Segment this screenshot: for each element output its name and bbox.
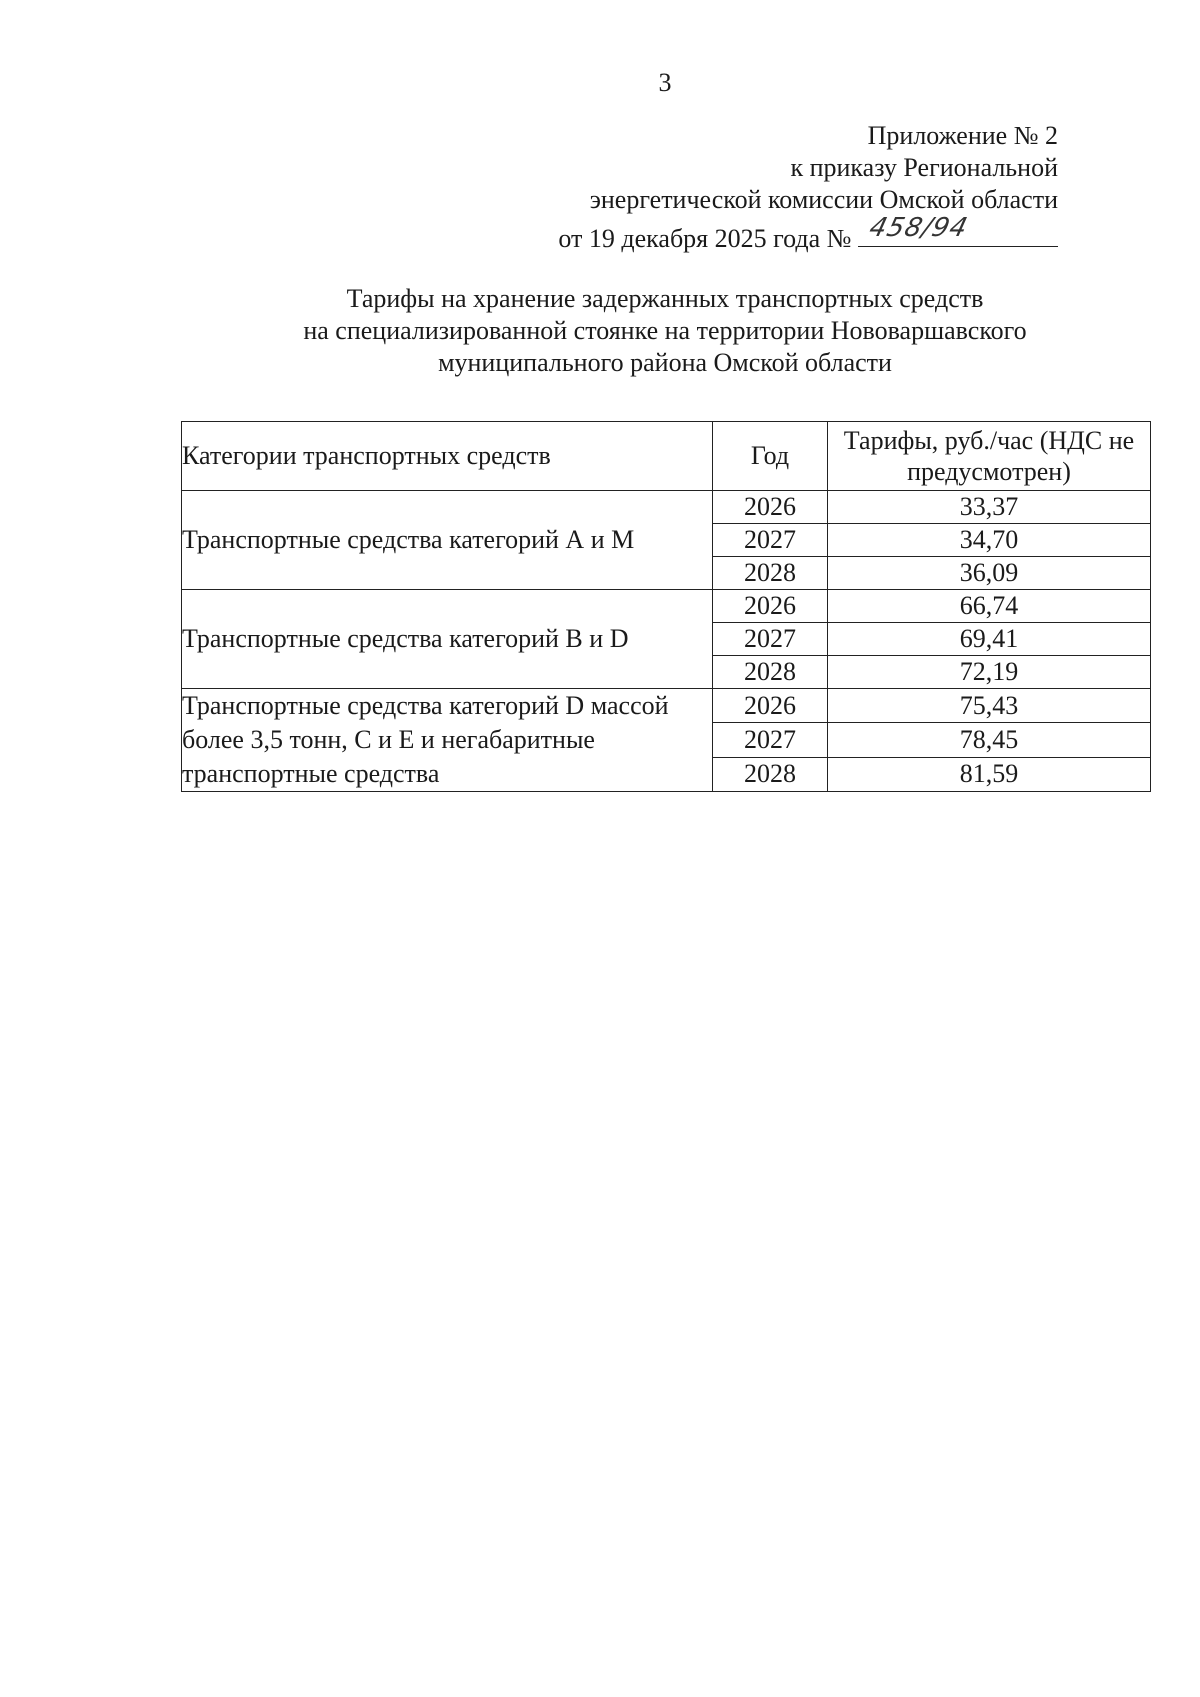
year-cell: 2027 <box>713 524 828 557</box>
tariff-cell: 36,09 <box>828 557 1151 590</box>
tariff-cell: 69,41 <box>828 623 1151 656</box>
tariff-table <box>181 421 1151 792</box>
year-cell: 2026 <box>713 491 828 524</box>
title-line-1: Тарифы на хранение задержанных транспортных средств <box>346 284 984 313</box>
appendix-title: Приложение № 2 <box>867 121 1058 150</box>
table-row <box>182 590 1151 623</box>
header-tariff: Тарифы, руб./час (НДС не предусмотрен) <box>828 422 1151 491</box>
year-cell: 2026 <box>713 590 828 623</box>
title-line-2: на специализированной стоянке на территории Нововаршавского <box>303 316 1027 345</box>
header-category: Категории транспортных средств <box>182 422 713 491</box>
tariff-cell: 78,45 <box>828 723 1151 757</box>
page-number: 3 <box>658 68 672 97</box>
order-number-handwritten: 458/94 <box>866 213 972 243</box>
tariff-cell: 34,70 <box>828 524 1151 557</box>
category-cell: Транспортные средства категорий D массой более 3,5 тонн, С и Е и негабаритные транспортные средства <box>182 689 713 792</box>
tariff-cell: 81,59 <box>828 757 1151 791</box>
header-year: Год <box>713 422 828 491</box>
table-header-row <box>182 422 1151 491</box>
appendix-order-reference: к приказу Региональной <box>790 153 1058 182</box>
table-row <box>182 689 1151 723</box>
appendix-commission: энергетической комиссии Омской области <box>589 185 1058 214</box>
order-number-field <box>858 213 1058 247</box>
year-cell: 2026 <box>713 689 828 723</box>
title-line-3: муниципального района Омской области <box>438 348 892 377</box>
year-cell: 2027 <box>713 723 828 757</box>
year-cell: 2027 <box>713 623 828 656</box>
year-cell: 2028 <box>713 656 828 689</box>
tariff-cell: 72,19 <box>828 656 1151 689</box>
year-cell: 2028 <box>713 557 828 590</box>
year-cell: 2028 <box>713 757 828 791</box>
tariff-cell: 66,74 <box>828 590 1151 623</box>
table-row <box>182 491 1151 524</box>
document-title <box>170 283 1160 379</box>
appendix-date: от 19 декабря 2025 года № <box>558 224 852 253</box>
tariff-cell: 75,43 <box>828 689 1151 723</box>
appendix-header <box>558 120 1058 255</box>
category-cell: Транспортные средства категорий В и D <box>182 590 713 689</box>
tariff-cell: 33,37 <box>828 491 1151 524</box>
appendix-date-line <box>558 213 1058 255</box>
category-cell: Транспортные средства категорий А и М <box>182 491 713 590</box>
